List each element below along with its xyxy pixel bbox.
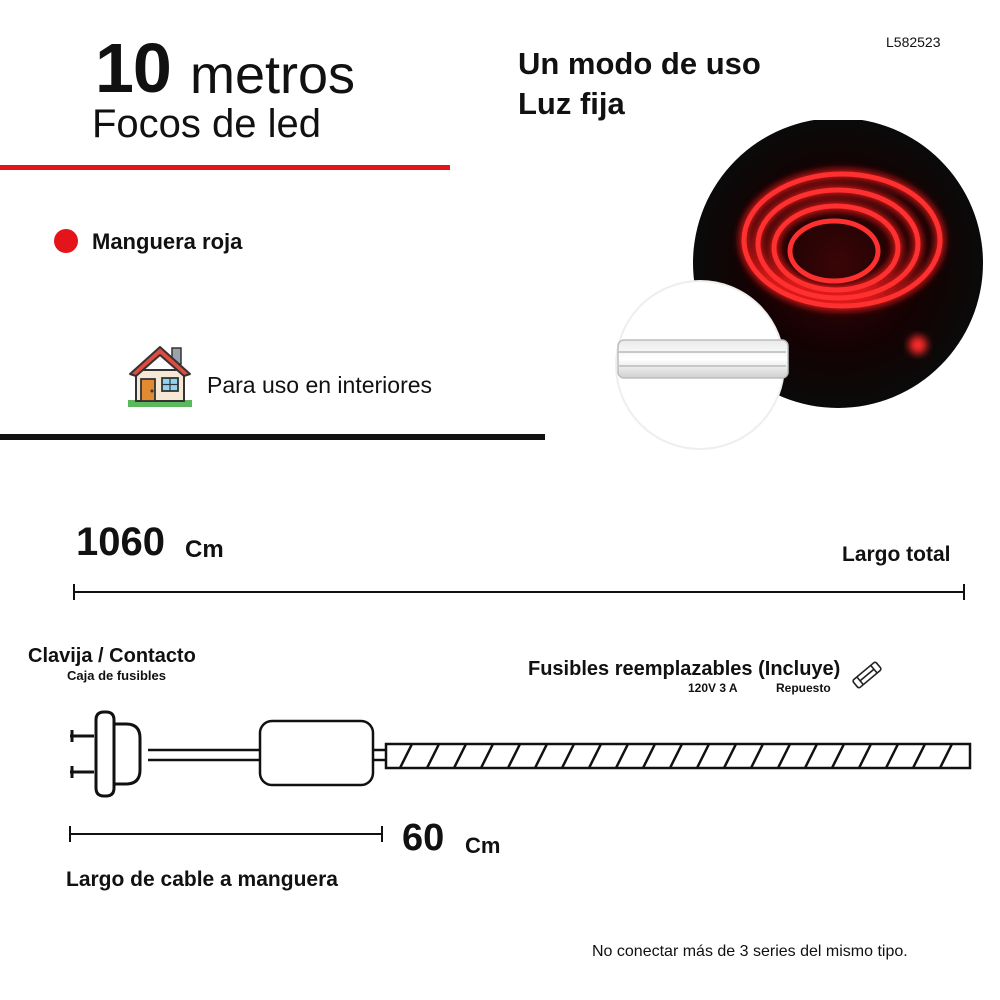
- total-length-dimension-line: [70, 580, 970, 604]
- fuse-spare-label: Repuesto: [776, 681, 831, 695]
- plug-sublabel: Caja de fusibles: [67, 668, 166, 683]
- cable-length-value: 60: [402, 817, 445, 859]
- usage-mode-title: Un modo de uso: [518, 46, 761, 81]
- cable-length-dimension-line: [66, 822, 388, 846]
- total-length-unit: Cm: [185, 536, 224, 563]
- fuse-icon: [848, 656, 886, 694]
- usage-mode-value: Luz fija: [518, 86, 625, 121]
- plug-label: Clavija / Contacto: [28, 645, 196, 667]
- cable-length-unit: Cm: [465, 833, 501, 858]
- hose-color-label: Manguera roja: [92, 229, 243, 254]
- sku-code: L582523: [886, 34, 941, 50]
- red-dot-icon: [54, 229, 78, 253]
- indoor-use-label: Para uso en interiores: [207, 372, 433, 398]
- total-length-label: Largo total: [842, 543, 951, 566]
- length-number: 10: [95, 29, 171, 107]
- warning-note: No conectar más de 3 series del mismo tipo.: [592, 943, 908, 960]
- plug-icon: [70, 712, 140, 796]
- total-length-value: 1060: [76, 520, 165, 564]
- length-unit: metros: [190, 45, 356, 105]
- cable-length-label: Largo de cable a manguera: [66, 868, 338, 891]
- fuse-spec: 120V 3 A: [688, 681, 738, 695]
- red-divider: [0, 165, 450, 170]
- product-subtitle: Focos de led: [92, 102, 322, 146]
- house-icon: [126, 342, 194, 408]
- fuse-label: Fusibles reemplazables (Incluye): [528, 658, 841, 680]
- product-photo: [610, 120, 985, 455]
- black-divider: [0, 434, 545, 440]
- cable-diagram: [60, 700, 980, 810]
- fuse-box: [260, 721, 373, 785]
- led-hose: [386, 744, 970, 768]
